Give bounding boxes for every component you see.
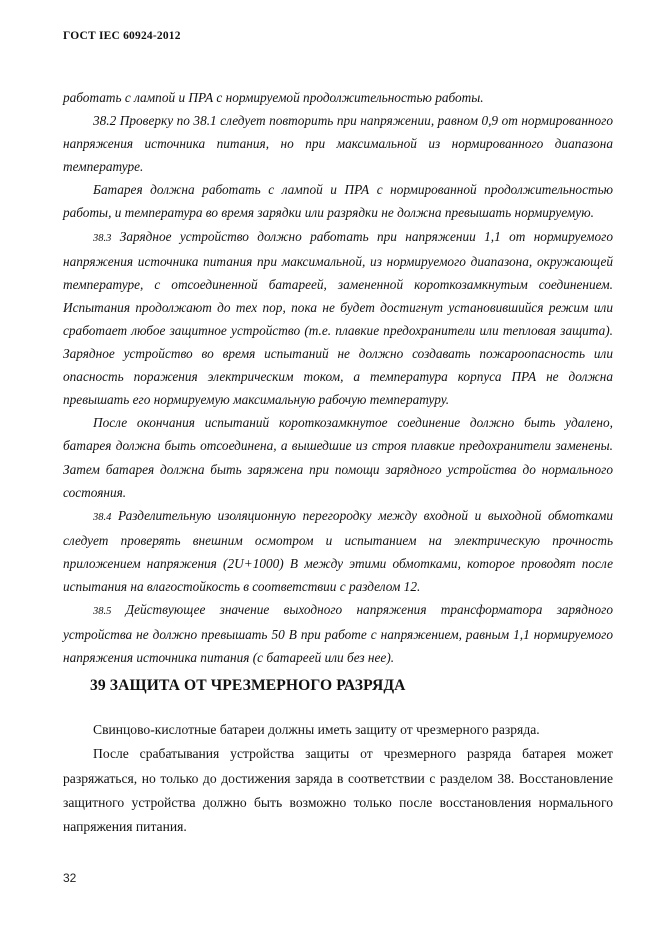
document-header: ГОСТ IEC 60924-2012 <box>63 30 181 42</box>
paragraph-38-4 <box>63 504 613 598</box>
paragraph-continuation <box>63 86 613 109</box>
paragraph-text: 38.2 Проверку по 38.1 следует повторить при напряжении, равном 0,9 от нормированного напряжения источника питания, но при максимальной из нормированного диапазона температуре. <box>63 113 613 175</box>
page-number: 32 <box>63 871 77 885</box>
section-heading: 39 ЗАЩИТА ОТ ЧРЕЗМЕРНОГО РАЗРЯДА <box>90 677 406 694</box>
clause-number: 38.4 <box>93 511 112 523</box>
paragraph-38-5 <box>63 598 613 669</box>
clause-number: 38.5 <box>93 606 112 618</box>
paragraph-text: После окончания испытаний короткозамкнутое соединение должно быть удалено, батарея должна быть отсоединена, а вышедшие из строя плавкие предохранители заменены. Затем батарея должна быть заряжена при помощи зарядного устройства до нормального состояния. <box>63 415 613 500</box>
paragraph-text: Батарея должна работать с лампой и ПРА с нормированной продолжительностью работы, и температура во время зарядки или разрядки не должна превышать нормируемую. <box>63 182 613 221</box>
section-body <box>63 718 613 839</box>
italic-body <box>63 86 613 669</box>
paragraph-after-test <box>63 411 613 503</box>
section-paragraph: Свинцово-кислотные батареи должны иметь защиту от чрезмерного разряда. <box>93 722 540 737</box>
clause-number: 38.3 <box>93 232 112 244</box>
paragraph-text: Зарядное устройство должно работать при напряжении 1,1 от нормируемого напряжения источника питания при максимальной, из нормируемого диапазона, окружающей температуре, с отсоединенной батареей, замененной короткозамкнутым соединением. Испытания продолжают до тех пор, пока не будет достигнут установившийся режим или сработает любое защитное устройство (т.е. плавкие предохранители или тепловая защита). Зарядное устройство во время испытаний не должно создавать пожароопасность или опасность поражения электрическим током, а температура корпуса ПРА не должна превышать его нормируемую максимальную рабочую температуру. <box>63 228 613 408</box>
paragraph-text: Разделительную изоляционную перегородку между входной и выходной обмотками следует проверять внешним осмотром и испытанием на электрическую прочность приложением напряжения (2U+1000) В между этими обмотками, которое проводят после испытания на влагостойкость в соответствии с разделом 12. <box>63 507 614 594</box>
section-paragraph: После срабатывания устройства защиты от чрезмерного разряда батарея может разряжаться, но только до достижения заряда в соответствии с разделом 38. Восстановление защитного устройства должно быть возможно только после восстановления нормального напряжения питания. <box>63 746 613 835</box>
paragraph-battery-operation <box>63 178 613 224</box>
paragraph-38-2 <box>63 109 613 178</box>
paragraph-text: Действующее значение выходного напряжения трансформатора зарядного устройства не должно превышать 50 В при работе с напряжением, равным 1,1 нормируемого напряжения источника питания (с батареей или без нее). <box>63 602 613 666</box>
paragraph-38-3 <box>63 225 613 412</box>
paragraph-text: работать с лампой и ПРА с нормируемой продолжительностью работы. <box>63 90 484 105</box>
